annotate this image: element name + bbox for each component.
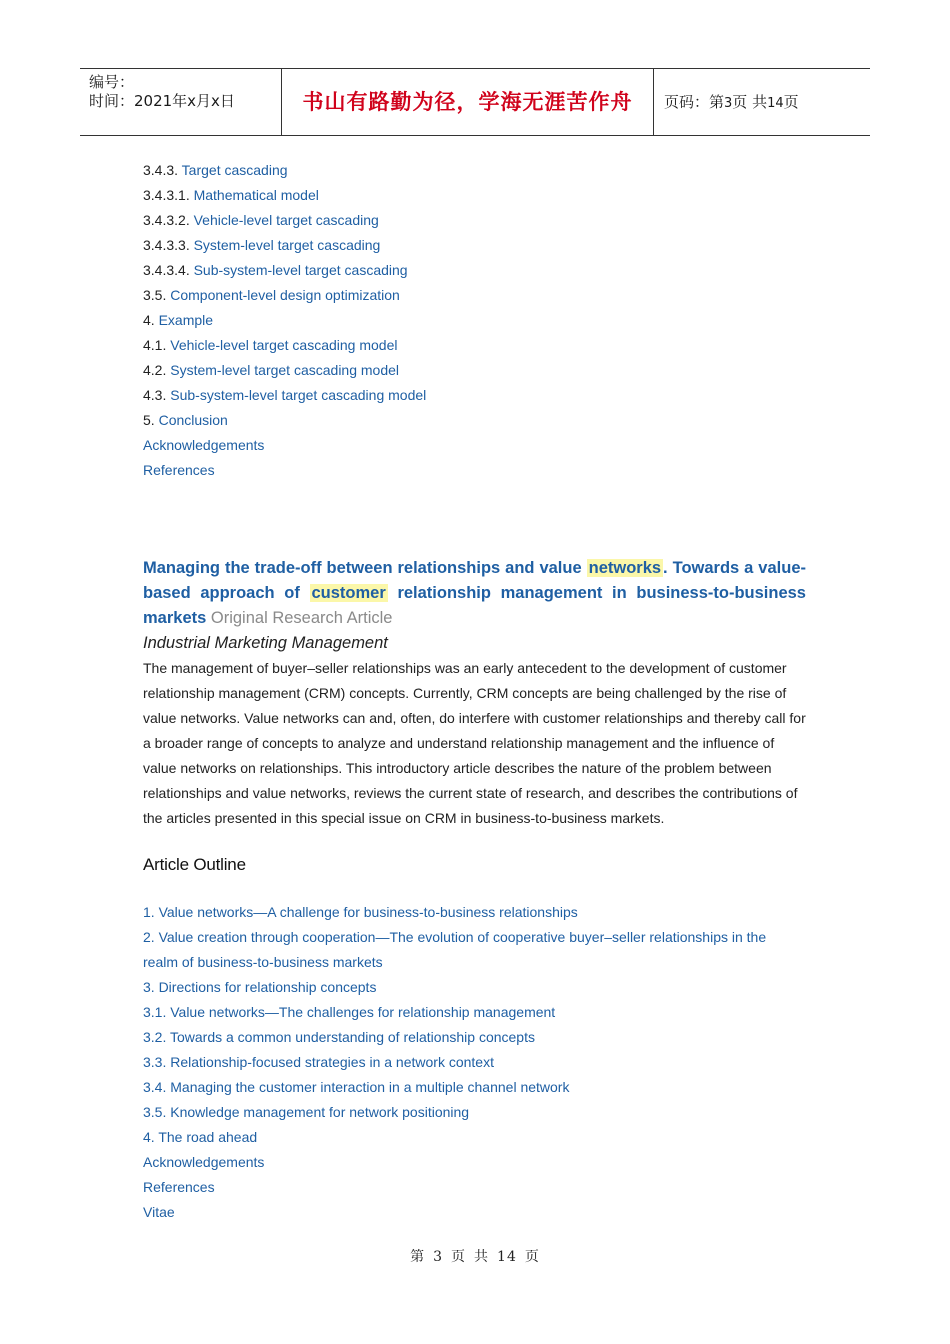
- footer-total: 14: [497, 1249, 517, 1265]
- outline-item-number: 5.: [143, 412, 155, 428]
- article-entry: [143, 556, 806, 831]
- outline-item-number: 4.: [143, 312, 155, 328]
- outline-item-link[interactable]: Target cascading: [181, 162, 288, 178]
- outline-bottom: [143, 900, 803, 1225]
- outline-bottom-item[interactable]: 2. Value creation through cooperation—The evolution of cooperative buyer–seller relationships in the realm of business-to-business markets: [143, 929, 767, 970]
- outline-top-item[interactable]: [143, 408, 426, 433]
- outline-item-number: 3.4.3.3.: [143, 237, 190, 253]
- header-motto: 书山有路勤为径，学海无涯苦作舟: [281, 69, 654, 135]
- title-highlight-networks: networks: [588, 559, 662, 577]
- outline-bottom-item[interactable]: Vitae: [143, 1204, 175, 1220]
- outline-bottom-item[interactable]: 3.4. Managing the customer interaction in a multiple channel network: [143, 1079, 570, 1095]
- page-footer: [0, 1246, 950, 1266]
- article-title[interactable]: [143, 556, 806, 631]
- outline-item-link[interactable]: Conclusion: [158, 412, 228, 428]
- journal-name: Industrial Marketing Management: [143, 634, 388, 652]
- outline-bottom-item[interactable]: References: [143, 1179, 215, 1195]
- outline-item-link[interactable]: References: [143, 462, 215, 478]
- outline-top-item[interactable]: [143, 308, 426, 333]
- outline-item-number: 4.3.: [143, 387, 167, 403]
- outline-item-number: 4.1.: [143, 337, 167, 353]
- page-mid: 页 共: [732, 93, 768, 111]
- page-header: [80, 68, 870, 136]
- outline-item-link[interactable]: Mathematical model: [193, 187, 319, 203]
- outline-top-item[interactable]: [143, 333, 426, 358]
- page-current: 3: [724, 96, 733, 111]
- outline-bottom-item[interactable]: 4. The road ahead: [143, 1129, 258, 1145]
- outline-top-item[interactable]: [143, 358, 426, 383]
- outline-bottom-item[interactable]: 3.1. Value networks—The challenges for relationship management: [143, 1004, 556, 1020]
- outline-top-item[interactable]: [143, 158, 426, 183]
- outline-item-number: 3.5.: [143, 287, 167, 303]
- outline-bottom-item[interactable]: 1. Value networks—A challenge for business-to-business relationships: [143, 904, 578, 920]
- date-label: 时间：2021年x月x日: [89, 92, 235, 110]
- code-label: 编号：: [89, 73, 135, 91]
- outline-item-link[interactable]: System-level target cascading model: [170, 362, 400, 378]
- outline-top-item[interactable]: [143, 258, 426, 283]
- footer-ye2: 页: [524, 1249, 540, 1265]
- outline-item-number: 3.4.3.4.: [143, 262, 190, 278]
- outline-top-item[interactable]: [143, 433, 426, 458]
- outline-top-item[interactable]: [143, 183, 426, 208]
- outline-top-item[interactable]: [143, 233, 426, 258]
- outline-heading: Article Outline: [143, 855, 246, 874]
- outline-item-link[interactable]: Example: [158, 312, 214, 328]
- outline-top-item[interactable]: [143, 383, 426, 408]
- outline-item-number: 3.4.3.1.: [143, 187, 190, 203]
- title-part-3: relationship management in business-to-business markets: [143, 584, 806, 627]
- outline-item-number: 3.4.3.2.: [143, 212, 190, 228]
- title-part-1: Managing the trade-off between relationships and value: [143, 559, 582, 577]
- title-highlight-customer: customer: [311, 584, 386, 602]
- title-part-2: . Towards a value-based approach of: [143, 559, 806, 602]
- outline-item-link[interactable]: Component-level design optimization: [170, 287, 400, 303]
- article-abstract: The management of buyer–seller relationships was an early antecedent to the development of customer relationship management (CRM) concepts. Currently, CRM concepts are being challenged by the rise of value networks. Value networks can and, often, do interfere with customer relationships and thereby call for a broader range of concepts to analyze and understand relationship management and the influence of value networks on relationships. This introductory article describes the nature of the problem between relationships and value networks, reviews the current state of research, and describes the contributions of the articles presented in this special issue on CRM in business-to-business markets.: [143, 660, 806, 826]
- outline-bottom-item[interactable]: Acknowledgements: [143, 1154, 265, 1170]
- outline-top-item[interactable]: [143, 283, 426, 308]
- outline-item-link[interactable]: Vehicle-level target cascading: [193, 212, 379, 228]
- outline-top-item[interactable]: [143, 458, 426, 483]
- outline-item-link[interactable]: Acknowledgements: [143, 437, 265, 453]
- outline-item-number: 3.4.3.: [143, 162, 179, 178]
- outline-bottom-item[interactable]: 3.3. Relationship-focused strategies in a network context: [143, 1054, 494, 1070]
- outline-item-link[interactable]: System-level target cascading: [193, 237, 381, 253]
- outline-item-number: 4.2.: [143, 362, 167, 378]
- outline-top: [143, 158, 426, 483]
- article-type: Original Research Article: [210, 609, 393, 627]
- outline-item-link[interactable]: Sub-system-level target cascading: [193, 262, 408, 278]
- outline-item-link[interactable]: Sub-system-level target cascading model: [170, 387, 427, 403]
- outline-bottom-item[interactable]: 3.5. Knowledge management for network positioning: [143, 1104, 470, 1120]
- footer-ye1: 页: [451, 1249, 467, 1265]
- footer-current: 3: [433, 1249, 444, 1265]
- outline-item-link[interactable]: Vehicle-level target cascading model: [170, 337, 398, 353]
- header-page-info: [654, 69, 870, 135]
- page-suffix: 页: [783, 93, 799, 111]
- outline-top-item[interactable]: [143, 208, 426, 233]
- footer-gong: 共: [474, 1249, 490, 1265]
- outline-bottom-item[interactable]: 3.2. Towards a common understanding of relationship concepts: [143, 1029, 535, 1045]
- outline-bottom-item[interactable]: 3. Directions for relationship concepts: [143, 979, 377, 995]
- footer-di: 第: [410, 1249, 426, 1265]
- page-total: 14: [767, 96, 784, 111]
- page-prefix: 页码：第: [664, 93, 725, 111]
- header-meta: [80, 69, 281, 135]
